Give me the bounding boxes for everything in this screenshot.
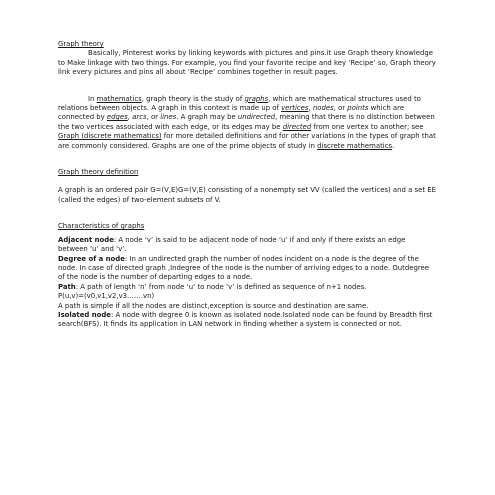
characteristics-heading: Characteristics of graphs [58, 222, 145, 231]
text-run: for more detailed definitions and for other variations in the types of graph that are commonly considered. Graphs are one of the prime objects of study in [58, 132, 436, 150]
definition-heading: Graph theory definition [58, 168, 139, 177]
term-path: Path [58, 282, 76, 291]
link-directed[interactable]: directed [282, 122, 312, 131]
text-run: from one vertex to another; see [311, 122, 424, 131]
term-isolated-node: Isolated node [58, 310, 111, 319]
page-title: Graph theory [58, 40, 104, 48]
degree-paragraph [58, 255, 437, 283]
term-undirected: undirected [237, 113, 276, 122]
adjacent-node-paragraph [58, 236, 437, 255]
path-formula: P(u,v)=(v0,v1,v2,v3…….vn) [58, 292, 155, 301]
text-run: : A path of length ‘n’ from node ‘u’ to node ‘v’ is defined as sequence of n+1 nodes. [75, 282, 367, 291]
link-edges[interactable]: edges [106, 113, 128, 122]
text-run: , or [146, 113, 161, 122]
text-run: , which are mathematical structures used to relations between objects. A graph in this context is made up of [58, 94, 421, 113]
term-points: points [347, 104, 369, 113]
mathematics-paragraph [58, 95, 437, 151]
text-run: , or [333, 104, 348, 113]
text-run: . A graph may be [176, 113, 238, 122]
spacer [58, 205, 437, 222]
text-run: , [127, 113, 133, 122]
path-paragraph [58, 283, 437, 292]
intro-paragraph: Basically, Pinterest works by linking keywords with pictures and pins.it use Graph theory knowledge to Make linkage with two things. For example, you find your favorite recipe and key ‘Recipe’ so, Graph theory link every pictures and pins all about ‘Recipe’ combines together in result pages. [58, 49, 436, 77]
text-run: , graph theory is the study of [141, 94, 245, 103]
term-lines: lines [160, 113, 177, 122]
link-vertices[interactable]: vertices [281, 104, 309, 113]
text-run: : A node with degree 0 is known as isolated node.Isolated node can be found by Breadth first search(BFS). It finds its application in LAN network in finding whether a system is connected or not. [58, 310, 433, 329]
path-simple-text: A path is simple if all the nodes are distinct,exception is source and destination are same. [58, 301, 369, 310]
term-nodes: nodes [312, 104, 334, 113]
spacer [58, 78, 437, 95]
text-run: which are connected by [58, 104, 405, 122]
link-mathematics[interactable]: mathematics [96, 94, 142, 103]
definition-text: A graph is an ordered pair G=(V,E)G=(V,E) consisting of a nonempty set VV (called the vertices) and a set EE (called the edges) of two-element subsets of V. [58, 186, 436, 204]
text-run: In [88, 94, 97, 103]
link-discrete-mathematics[interactable]: discrete mathematics [317, 141, 393, 150]
text-run: : A node ‘v’ is said to be adjacent node of node ‘u’ if and only if there exists an edge between ‘u’ and ‘v’. [58, 235, 406, 254]
text-run: , [308, 104, 313, 113]
link-graph-discrete-mathematics[interactable]: Graph (discrete mathematics) [58, 132, 162, 141]
term-arcs: arcs [132, 113, 147, 122]
link-graphs[interactable]: graphs [244, 94, 269, 103]
term-degree-of-node: Degree of a node [58, 254, 125, 263]
term-adjacent-node: Adjacent node [58, 235, 114, 244]
text-run: : In an undirected graph the number of nodes incident on a node is the degree of the node. In case of directed graph ,Indegree of the node is the number of arriving edges to a node. Outdegree of the node is the number of departing edges to a node. [58, 254, 429, 282]
text-run: , meaning that there is no distinction between the two vertices associated with each edge, or its edges may be [58, 113, 435, 131]
isolated-node-paragraph [58, 311, 437, 330]
spacer [58, 151, 437, 168]
text-run: . [392, 141, 395, 150]
